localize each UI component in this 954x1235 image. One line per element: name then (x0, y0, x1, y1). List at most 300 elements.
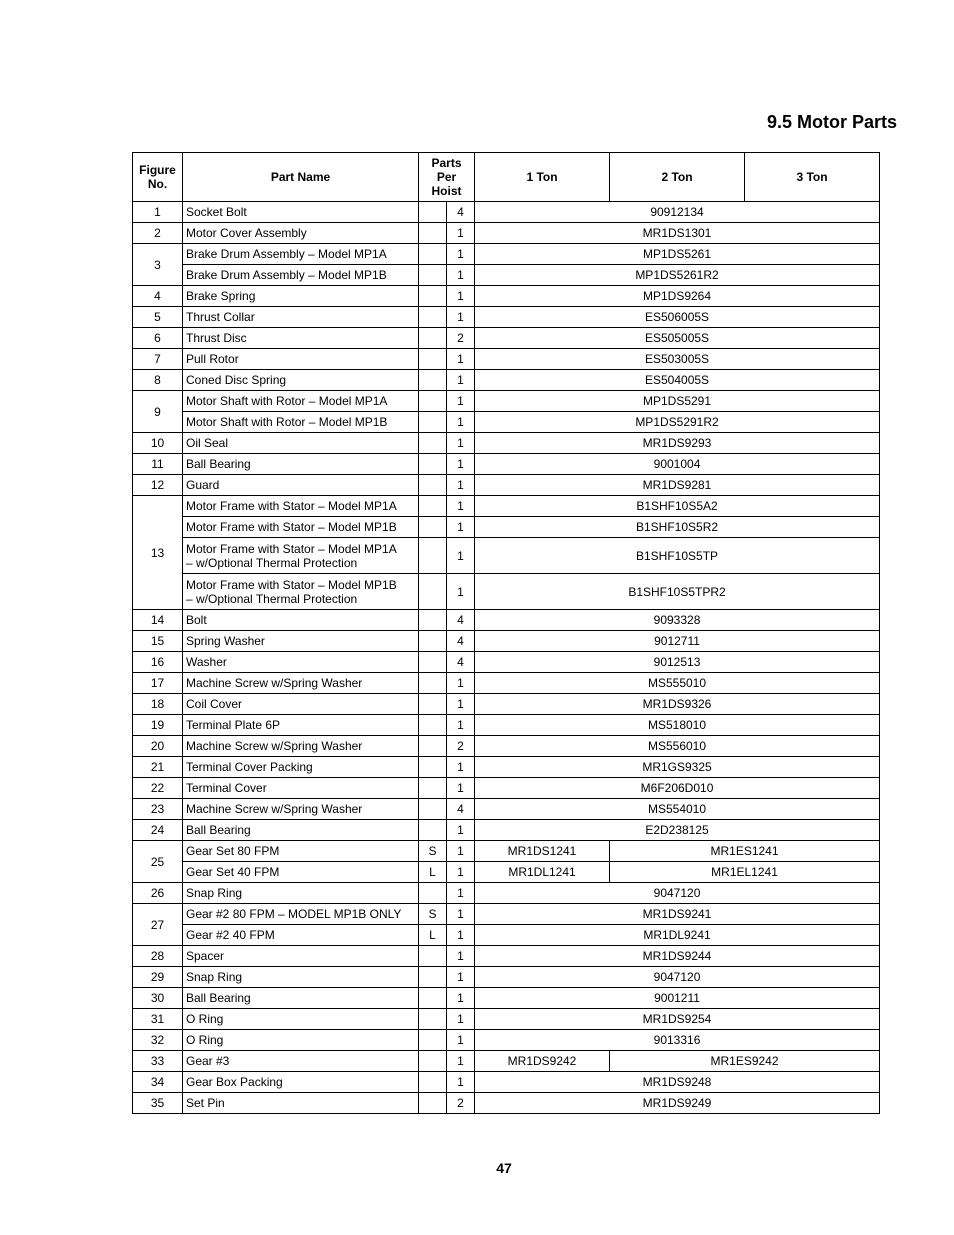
table-row (133, 286, 880, 307)
part-name-text: Machine Screw w/Spring Washer (186, 802, 363, 816)
part-name (183, 223, 419, 244)
part-name-text: Terminal Plate 6P (186, 718, 281, 732)
part-name (183, 517, 419, 538)
parts-per-hoist-value: 1 (447, 496, 475, 517)
figure-number: 12 (133, 475, 183, 496)
table-row (133, 370, 880, 391)
speed-code (419, 631, 447, 652)
table-row (133, 736, 880, 757)
part-name (183, 673, 419, 694)
parts-per-hoist-value: 1 (447, 244, 475, 265)
parts-per-hoist-value: 1 (447, 475, 475, 496)
part-name (183, 778, 419, 799)
table-row (133, 475, 880, 496)
parts-per-hoist-value: 1 (447, 1030, 475, 1051)
figure-number: 13 (133, 496, 183, 610)
part-name-text: Machine Screw w/Spring Washer (186, 739, 363, 753)
speed-code (419, 820, 447, 841)
table-row (133, 1093, 880, 1114)
parts-per-hoist-value: 1 (447, 967, 475, 988)
parts-per-hoist-value: 1 (447, 349, 475, 370)
speed-code (419, 1030, 447, 1051)
part-number-1-ton: MR1DL1241 (475, 862, 610, 883)
table-row (133, 715, 880, 736)
part-number: 9001211 (475, 988, 880, 1009)
figure-number: 2 (133, 223, 183, 244)
parts-per-hoist-value: 1 (447, 1009, 475, 1030)
part-name-text: Motor Frame with Stator – Model MP1A (186, 541, 397, 556)
figure-number: 25 (133, 841, 183, 883)
part-name (183, 1051, 419, 1072)
part-name (183, 433, 419, 454)
header-2-ton: 2 Ton (610, 153, 745, 202)
speed-code (419, 988, 447, 1009)
table-row (133, 631, 880, 652)
table-row (133, 988, 880, 1009)
figure-number: 20 (133, 736, 183, 757)
figure-number: 26 (133, 883, 183, 904)
speed-code: L (419, 925, 447, 946)
parts-per-hoist-value: 1 (447, 412, 475, 433)
part-name (183, 328, 419, 349)
speed-code (419, 496, 447, 517)
figure-number: 19 (133, 715, 183, 736)
part-name (183, 265, 419, 286)
part-name-text: Motor Frame with Stator – Model MP1A (186, 499, 397, 513)
table-row (133, 925, 880, 946)
figure-number: 21 (133, 757, 183, 778)
table-row (133, 538, 880, 574)
speed-code (419, 433, 447, 454)
part-name (183, 610, 419, 631)
figure-number: 31 (133, 1009, 183, 1030)
table-row (133, 1051, 880, 1072)
part-name (183, 1030, 419, 1051)
parts-per-hoist-value: 1 (447, 223, 475, 244)
table-row (133, 1009, 880, 1030)
table-row (133, 904, 880, 925)
speed-code (419, 652, 447, 673)
figure-number: 27 (133, 904, 183, 946)
part-name (183, 286, 419, 307)
parts-per-hoist-value: 1 (447, 841, 475, 862)
figure-number: 23 (133, 799, 183, 820)
figure-number: 9 (133, 391, 183, 433)
header-part-name: Part Name (183, 153, 419, 202)
part-name (183, 946, 419, 967)
figure-number: 11 (133, 454, 183, 475)
part-name-text: Pull Rotor (186, 352, 239, 366)
parts-per-hoist-value: 1 (447, 925, 475, 946)
part-number: M6F206D010 (475, 778, 880, 799)
header-1-ton: 1 Ton (475, 153, 610, 202)
part-name-text: Motor Shaft with Rotor – Model MP1B (186, 415, 388, 429)
speed-code (419, 694, 447, 715)
speed-code (419, 1009, 447, 1030)
part-number: MR1DS9281 (475, 475, 880, 496)
parts-per-hoist-value: 2 (447, 736, 475, 757)
page-number: 47 (496, 1160, 512, 1176)
figure-number: 28 (133, 946, 183, 967)
parts-per-hoist-value: 1 (447, 778, 475, 799)
parts-per-hoist-value: 4 (447, 631, 475, 652)
speed-code: L (419, 862, 447, 883)
part-name (183, 574, 419, 610)
part-number: E2D238125 (475, 820, 880, 841)
part-number-2-3-ton: MR1ES1241 (610, 841, 880, 862)
part-number: 9047120 (475, 883, 880, 904)
part-number-1-ton: MR1DS9242 (475, 1051, 610, 1072)
part-name (183, 307, 419, 328)
figure-number: 7 (133, 349, 183, 370)
part-name (183, 694, 419, 715)
part-name-text: Motor Frame with Stator – Model MP1B (186, 520, 397, 534)
speed-code (419, 244, 447, 265)
part-name (183, 631, 419, 652)
speed-code (419, 328, 447, 349)
part-name (183, 988, 419, 1009)
part-number: 9047120 (475, 967, 880, 988)
part-number: ES506005S (475, 307, 880, 328)
table-row (133, 517, 880, 538)
speed-code: S (419, 904, 447, 925)
part-name-note: – w/Optional Thermal Protection (186, 591, 358, 606)
figure-number: 24 (133, 820, 183, 841)
parts-per-hoist-value: 1 (447, 307, 475, 328)
speed-code (419, 265, 447, 286)
part-number: 9012513 (475, 652, 880, 673)
part-name-text: Ball Bearing (186, 823, 251, 837)
table-row (133, 757, 880, 778)
table-row (133, 223, 880, 244)
part-name (183, 412, 419, 433)
part-number: MR1DL9241 (475, 925, 880, 946)
parts-per-hoist-value: 1 (447, 538, 475, 574)
parts-per-hoist-value: 1 (447, 454, 475, 475)
speed-code (419, 538, 447, 574)
speed-code (419, 883, 447, 904)
part-number: 9001004 (475, 454, 880, 475)
part-name-text: Snap Ring (186, 970, 243, 984)
speed-code (419, 454, 447, 475)
table-row (133, 610, 880, 631)
parts-per-hoist-value: 1 (447, 1051, 475, 1072)
part-name (183, 349, 419, 370)
part-name (183, 1093, 419, 1114)
part-number: B1SHF10S5TPR2 (475, 574, 880, 610)
figure-number: 34 (133, 1072, 183, 1093)
part-number: MR1DS9254 (475, 1009, 880, 1030)
table-row (133, 967, 880, 988)
table-row (133, 1030, 880, 1051)
section-title: 9.5 Motor Parts (766, 112, 897, 132)
table-row (133, 862, 880, 883)
part-name (183, 454, 419, 475)
table-row (133, 1072, 880, 1093)
part-name (183, 967, 419, 988)
part-number-2-3-ton: MR1EL1241 (610, 862, 880, 883)
part-name-text: Gear #2 40 FPM (186, 928, 275, 942)
part-name-text: Motor Shaft with Rotor – Model MP1A (186, 394, 388, 408)
part-name-text: Washer (186, 655, 227, 669)
part-name (183, 799, 419, 820)
part-name-text: Coil Cover (186, 697, 243, 711)
parts-per-hoist-value: 2 (447, 1093, 475, 1114)
part-name-text: O Ring (186, 1033, 224, 1047)
parts-per-hoist-value: 1 (447, 988, 475, 1009)
part-name (183, 883, 419, 904)
speed-code (419, 715, 447, 736)
part-name-text: Motor Cover Assembly (186, 226, 307, 240)
parts-per-hoist-value: 1 (447, 517, 475, 538)
parts-per-hoist-value: 1 (447, 433, 475, 454)
part-name-text: Ball Bearing (186, 457, 251, 471)
part-number: 9013316 (475, 1030, 880, 1051)
part-number: B1SHF10S5TP (475, 538, 880, 574)
part-name (183, 202, 419, 223)
parts-per-hoist-value: 4 (447, 799, 475, 820)
speed-code: S (419, 841, 447, 862)
part-name-note: – w/Optional Thermal Protection (186, 555, 358, 570)
table-header-row (133, 153, 880, 202)
part-number: B1SHF10S5R2 (475, 517, 880, 538)
part-name-text: Terminal Cover Packing (186, 760, 313, 774)
speed-code (419, 946, 447, 967)
part-name-text: Spacer (186, 949, 225, 963)
parts-per-hoist-value: 1 (447, 286, 475, 307)
table-row (133, 454, 880, 475)
table-row (133, 799, 880, 820)
part-name (183, 862, 419, 883)
part-number: 9012711 (475, 631, 880, 652)
parts-per-hoist-value: 1 (447, 574, 475, 610)
part-name (183, 757, 419, 778)
part-name-text: Gear #2 80 FPM – MODEL MP1B ONLY (186, 907, 402, 921)
part-number: ES503005S (475, 349, 880, 370)
table-row (133, 496, 880, 517)
part-name-text: Gear Set 40 FPM (186, 865, 280, 879)
figure-number: 35 (133, 1093, 183, 1114)
part-name (183, 904, 419, 925)
parts-per-hoist-value: 1 (447, 820, 475, 841)
speed-code (419, 349, 447, 370)
figure-number: 4 (133, 286, 183, 307)
table-row (133, 433, 880, 454)
part-name-text: Thrust Collar (186, 310, 255, 324)
table-row (133, 820, 880, 841)
parts-per-hoist-value: 1 (447, 1072, 475, 1093)
speed-code (419, 799, 447, 820)
table-row (133, 265, 880, 286)
table-row (133, 349, 880, 370)
part-name-text: Snap Ring (186, 886, 243, 900)
parts-per-hoist-value: 4 (447, 610, 475, 631)
table-row (133, 841, 880, 862)
parts-per-hoist-value: 1 (447, 757, 475, 778)
figure-number: 8 (133, 370, 183, 391)
part-number: ES504005S (475, 370, 880, 391)
speed-code (419, 202, 447, 223)
figure-number: 33 (133, 1051, 183, 1072)
parts-per-hoist-value: 1 (447, 862, 475, 883)
part-number: MR1DS9249 (475, 1093, 880, 1114)
parts-per-hoist-value: 1 (447, 904, 475, 925)
speed-code (419, 1051, 447, 1072)
part-number: MS556010 (475, 736, 880, 757)
part-name (183, 841, 419, 862)
figure-number: 1 (133, 202, 183, 223)
part-name-text: Terminal Cover (186, 781, 267, 795)
table-row (133, 307, 880, 328)
table-row (133, 652, 880, 673)
parts-per-hoist-value: 4 (447, 652, 475, 673)
part-number: MR1DS9326 (475, 694, 880, 715)
part-name-text: Brake Drum Assembly – Model MP1A (186, 247, 387, 261)
part-number: MR1GS9325 (475, 757, 880, 778)
speed-code (419, 223, 447, 244)
part-name (183, 1009, 419, 1030)
part-number-1-ton: MR1DS1241 (475, 841, 610, 862)
part-name (183, 391, 419, 412)
part-name-text: Oil Seal (186, 436, 229, 450)
part-name (183, 244, 419, 265)
table-row (133, 883, 880, 904)
header-3-ton: 3 Ton (745, 153, 880, 202)
part-name-text: Brake Drum Assembly – Model MP1B (186, 268, 387, 282)
part-number: MP1DS5261R2 (475, 265, 880, 286)
header-figure-no: Figure No. (133, 153, 183, 202)
part-name (183, 1072, 419, 1093)
part-number-2-3-ton: MR1ES9242 (610, 1051, 880, 1072)
speed-code (419, 412, 447, 433)
speed-code (419, 673, 447, 694)
table-row (133, 202, 880, 223)
part-name (183, 736, 419, 757)
part-name-text: Ball Bearing (186, 991, 251, 1005)
table-row (133, 574, 880, 610)
part-name-text: Bolt (186, 613, 207, 627)
speed-code (419, 778, 447, 799)
part-name (183, 370, 419, 391)
figure-number: 6 (133, 328, 183, 349)
part-number: MS554010 (475, 799, 880, 820)
table-row (133, 694, 880, 715)
part-name-text: Coned Disc Spring (186, 373, 287, 387)
figure-number: 14 (133, 610, 183, 631)
part-name (183, 925, 419, 946)
figure-number: 18 (133, 694, 183, 715)
part-number: MP1DS9264 (475, 286, 880, 307)
speed-code (419, 475, 447, 496)
part-number: MP1DS5261 (475, 244, 880, 265)
motor-parts-table (132, 152, 880, 1114)
part-name-text: Gear #3 (186, 1054, 230, 1068)
part-number: MR1DS1301 (475, 223, 880, 244)
part-name (183, 715, 419, 736)
part-name-text: Gear Box Packing (186, 1075, 283, 1089)
part-number: 9093328 (475, 610, 880, 631)
part-name (183, 538, 419, 574)
parts-per-hoist-value: 1 (447, 883, 475, 904)
speed-code (419, 574, 447, 610)
table-row (133, 391, 880, 412)
speed-code (419, 307, 447, 328)
speed-code (419, 1072, 447, 1093)
figure-number: 17 (133, 673, 183, 694)
parts-per-hoist-value: 2 (447, 328, 475, 349)
speed-code (419, 1093, 447, 1114)
speed-code (419, 370, 447, 391)
table-row (133, 412, 880, 433)
speed-code (419, 517, 447, 538)
figure-number: 15 (133, 631, 183, 652)
part-name-text: Gear Set 80 FPM (186, 844, 280, 858)
part-name-text: Thrust Disc (186, 331, 247, 345)
part-name-text: Machine Screw w/Spring Washer (186, 676, 363, 690)
parts-per-hoist-value: 1 (447, 694, 475, 715)
speed-code (419, 610, 447, 631)
part-number: MR1DS9241 (475, 904, 880, 925)
speed-code (419, 967, 447, 988)
part-number: MS518010 (475, 715, 880, 736)
speed-code (419, 736, 447, 757)
part-number: ES505005S (475, 328, 880, 349)
figure-number: 5 (133, 307, 183, 328)
part-number: MP1DS5291 (475, 391, 880, 412)
speed-code (419, 757, 447, 778)
parts-per-hoist-value: 1 (447, 370, 475, 391)
table-row (133, 673, 880, 694)
part-name (183, 475, 419, 496)
table-row (133, 244, 880, 265)
speed-code (419, 391, 447, 412)
parts-per-hoist-value: 1 (447, 946, 475, 967)
parts-per-hoist-value: 1 (447, 715, 475, 736)
table-row (133, 328, 880, 349)
parts-per-hoist-value: 1 (447, 265, 475, 286)
part-number: B1SHF10S5A2 (475, 496, 880, 517)
part-name-text: Socket Bolt (186, 205, 247, 219)
parts-per-hoist-value: 4 (447, 202, 475, 223)
part-name (183, 820, 419, 841)
part-number: MS555010 (475, 673, 880, 694)
speed-code (419, 286, 447, 307)
header-parts-per-hoist: Parts Per Hoist (419, 153, 475, 202)
part-name-text: Set Pin (186, 1096, 225, 1110)
part-name-text: O Ring (186, 1012, 224, 1026)
part-name-text: Motor Frame with Stator – Model MP1B (186, 577, 397, 592)
figure-number: 22 (133, 778, 183, 799)
figure-number: 29 (133, 967, 183, 988)
part-number: MR1DS9293 (475, 433, 880, 454)
part-number: MR1DS9248 (475, 1072, 880, 1093)
figure-number: 3 (133, 244, 183, 286)
part-name-text: Spring Washer (186, 634, 265, 648)
part-name-text: Brake Spring (186, 289, 256, 303)
figure-number: 10 (133, 433, 183, 454)
part-name (183, 496, 419, 517)
figure-number: 30 (133, 988, 183, 1009)
part-number: MP1DS5291R2 (475, 412, 880, 433)
part-number: 90912134 (475, 202, 880, 223)
parts-per-hoist-value: 1 (447, 673, 475, 694)
parts-per-hoist-value: 1 (447, 391, 475, 412)
figure-number: 32 (133, 1030, 183, 1051)
part-name (183, 652, 419, 673)
part-name-text: Guard (186, 478, 220, 492)
part-number: MR1DS9244 (475, 946, 880, 967)
table-body (133, 202, 880, 1114)
